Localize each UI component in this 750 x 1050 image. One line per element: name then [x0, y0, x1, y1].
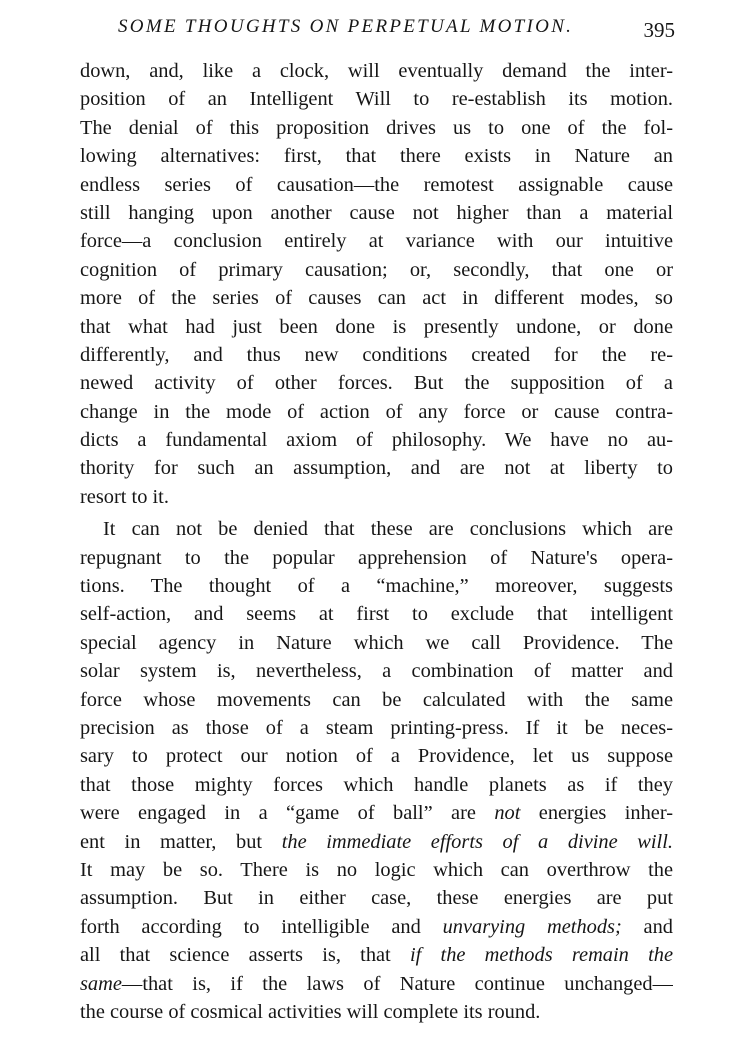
text-run: tions. The thought of a “machine,” moreover, suggests: [80, 575, 673, 598]
running-head: [80, 12, 675, 46]
text-line: [80, 199, 673, 227]
italic-text: same: [80, 972, 122, 995]
text-run: force whose movements can be calculated with the same: [80, 688, 673, 711]
text-line: [80, 227, 673, 255]
text-line: [80, 57, 673, 85]
text-run: sary to protect our notion of a Providence, let us suppose: [80, 745, 673, 768]
text-run: The denial of this proposition drives us to one of the fol-: [80, 116, 673, 139]
text-line: [80, 114, 673, 142]
text-run: differently, and thus new conditions created for the re-: [80, 343, 673, 366]
text-line: [80, 572, 673, 600]
text-run: ent in matter, but: [80, 830, 282, 853]
text-line: [80, 771, 673, 799]
text-line: [80, 454, 673, 482]
text-run: solar system is, nevertheless, a combination of matter and: [80, 660, 673, 683]
text-line: [80, 799, 673, 827]
italic-text: the immediate efforts of a divine will.: [281, 830, 673, 853]
text-line: [80, 686, 673, 714]
text-run: assumption. But in either case, these energies are put: [80, 887, 673, 910]
text-run: resort to it.: [80, 485, 169, 508]
italic-text: not: [494, 802, 521, 825]
text-line: [80, 313, 673, 341]
text-run: and: [621, 915, 673, 938]
text-line: [80, 341, 673, 369]
text-line: [80, 515, 673, 543]
text-line: [80, 828, 673, 856]
text-run: that those mighty forces which handle planets as if they: [80, 773, 673, 796]
text-line: [80, 714, 673, 742]
text-run: the course of cosmical activities will complete its round.: [80, 1000, 541, 1023]
text-run: It may be so. There is no logic which can overthrow the: [80, 858, 673, 881]
text-line: [80, 856, 673, 884]
text-run: more of the series of causes can act in different modes, so: [80, 287, 673, 310]
text-line: [80, 142, 673, 170]
text-line: [80, 600, 673, 628]
text-run: down, and, like a clock, will eventually demand the inter-: [80, 60, 673, 82]
text-line: [80, 884, 673, 912]
text-line: [80, 970, 673, 998]
text-run: —that is, if the laws of Nature continue unchanged—: [121, 972, 673, 995]
text-line: [80, 629, 673, 657]
text-run: precision as those of a steam printing-press. If it be neces-: [80, 716, 673, 739]
text-line: [80, 913, 673, 941]
text-line: [80, 742, 673, 770]
text-run: all that science asserts is, that: [80, 944, 410, 967]
text-run: special agency in Nature which we call Providence. The: [80, 631, 673, 654]
text-run: dicts a fundamental axiom of philosophy. We have no au-: [80, 429, 673, 452]
text-run: self-action, and seems at first to exclude that intelligent: [80, 603, 673, 626]
italic-text: if the methods remain the: [409, 944, 673, 967]
running-title: SOME THOUGHTS ON PERPETUAL MOTION.: [118, 16, 574, 37]
text-line: [80, 284, 673, 312]
text-run: thority for such an assumption, and are not at liberty to: [80, 457, 673, 480]
paragraph: [80, 515, 673, 1026]
text-run: energies inher-: [520, 802, 673, 825]
text-run: cognition of primary causation; or, secondly, that one or: [80, 258, 673, 281]
text-line: [80, 398, 673, 426]
text-line: [80, 544, 673, 572]
text-run: force—a conclusion entirely at variance with our intuitive: [80, 230, 673, 253]
text-run: It can not be denied that these are conclusions which are: [103, 518, 673, 541]
text-line: [80, 941, 673, 969]
text-run: newed activity of other forces. But the supposition of a: [80, 372, 673, 395]
text-line: [80, 426, 673, 454]
text-line: [80, 171, 673, 199]
text-run: endless series of causation—the remotest assignable cause: [80, 173, 673, 196]
text-run: repugnant to the popular apprehension of Nature's opera-: [80, 546, 673, 569]
text-run: still hanging upon another cause not higher than a material: [80, 201, 673, 224]
italic-text: unvarying methods;: [442, 915, 622, 938]
text-line: [80, 483, 673, 511]
page-number: 395: [643, 18, 675, 42]
text-run: change in the mode of action of any force or cause contra-: [80, 400, 673, 423]
text-line: [80, 256, 673, 284]
text-line: [80, 657, 673, 685]
text-run: lowing alternatives: first, that there exists in Nature an: [80, 145, 673, 168]
paragraph: [80, 57, 673, 511]
body-text: [80, 57, 673, 1026]
text-line: [80, 85, 673, 113]
text-line: [80, 998, 673, 1026]
text-run: forth according to intelligible and: [80, 915, 443, 938]
text-run: that what had just been done is presently undone, or done: [80, 315, 673, 338]
text-run: position of an Intelligent Will to re-establish its motion.: [80, 88, 673, 111]
text-line: [80, 369, 673, 397]
text-run: were engaged in a “game of ball” are: [80, 802, 495, 825]
